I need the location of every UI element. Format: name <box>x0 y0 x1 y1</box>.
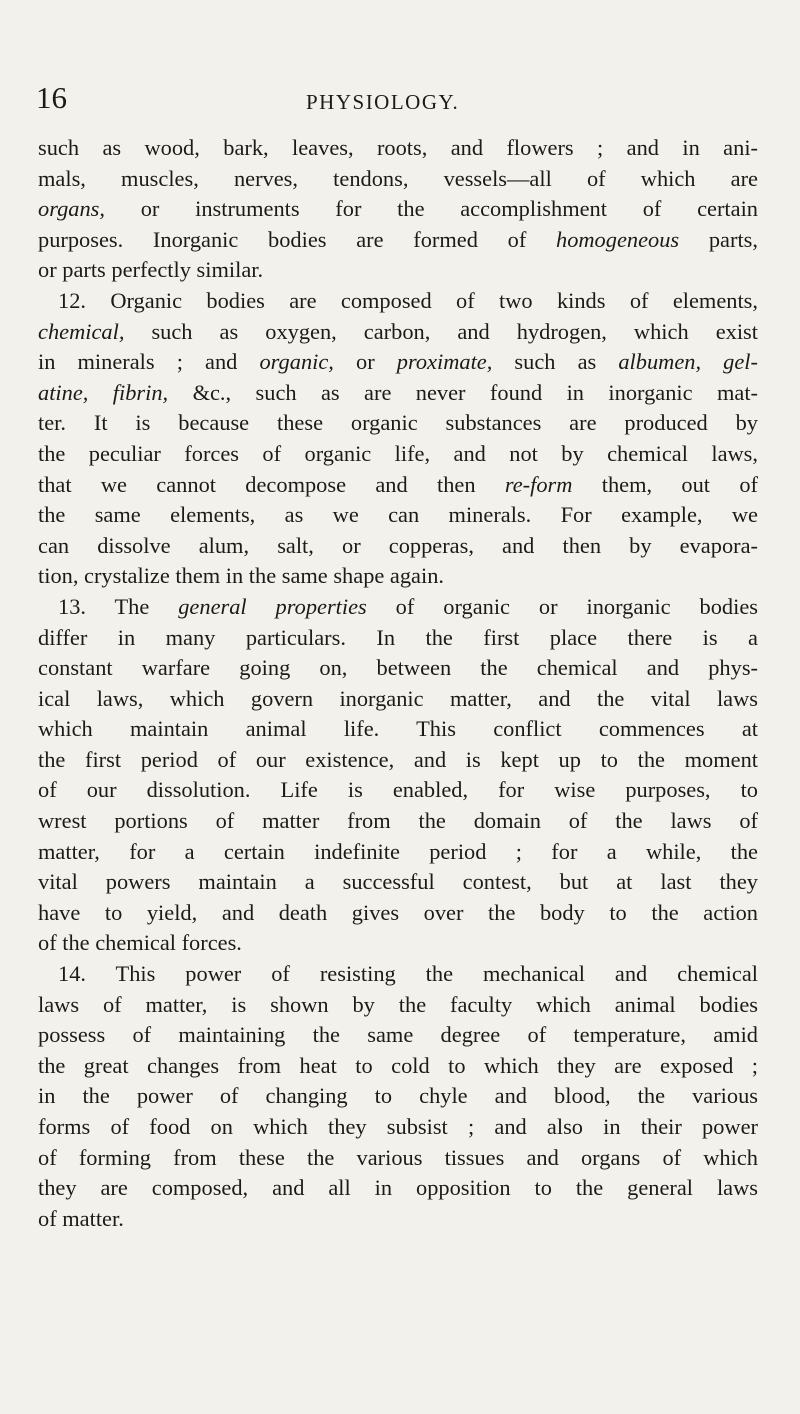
text-run: of the chemical forces. <box>38 930 242 956</box>
text-run: or instruments for the accomplishment of certain <box>104 196 758 222</box>
text-line <box>38 1173 758 1204</box>
body-text <box>38 133 758 1234</box>
text-run: matter, for a certain indefinite period ; for a while, the <box>38 838 758 864</box>
text-line <box>38 317 758 348</box>
italic-text: albumen, gel- <box>618 349 758 375</box>
text-run: ical laws, which govern inorganic matter, and the vital laws <box>38 685 758 711</box>
text-run: constant warfare going on, between the chemical and phys- <box>38 655 758 681</box>
text-line <box>38 470 758 501</box>
text-line <box>38 684 758 715</box>
text-line <box>38 745 758 776</box>
text-run: 14. This power of resisting the mechanical and chemical <box>58 961 758 987</box>
italic-text: atine, fibrin, <box>38 379 169 405</box>
text-run: ter. It is because these organic substances are produced by <box>38 410 758 436</box>
text-run: in minerals ; and <box>38 349 260 375</box>
italic-text: general properties <box>178 593 367 619</box>
text-run: can dissolve alum, salt, or copperas, and then by evapora- <box>38 532 758 558</box>
text-run: vital powers maintain a successful contest, but at last they <box>38 869 758 895</box>
italic-text: proximate, <box>396 349 493 375</box>
italic-text: chemical, <box>38 318 125 344</box>
text-line <box>38 714 758 745</box>
text-run: possess of maintaining the same degree of temperature, amid <box>38 1022 758 1048</box>
text-line <box>38 1112 758 1143</box>
italic-text: organic, <box>259 349 334 375</box>
page-header <box>36 80 766 120</box>
text-run: they are composed, and all in opposition to the general laws <box>38 1175 758 1201</box>
text-run: the first period of our existence, and is kept up to the moment <box>38 746 758 772</box>
text-run: in the power of changing to chyle and blood, the various <box>38 1083 758 1109</box>
text-run: purposes. Inorganic bodies are formed of <box>38 226 556 252</box>
text-line <box>38 1020 758 1051</box>
text-line <box>38 439 758 470</box>
text-run: tion, crystalize them in the same shape again. <box>38 563 445 589</box>
text-run: the peculiar forces of organic life, and not by chemical laws, <box>38 440 758 466</box>
text-run: of organic or inorganic bodies <box>366 593 758 619</box>
text-line <box>38 623 758 654</box>
text-line <box>38 990 758 1021</box>
text-run: wrest portions of matter from the domain of the laws of <box>38 808 758 834</box>
text-line <box>38 898 758 929</box>
text-run: of matter. <box>38 1205 124 1231</box>
text-line <box>38 867 758 898</box>
text-run: such as wood, bark, leaves, roots, and flowers ; and in ani- <box>38 135 758 160</box>
text-line <box>38 928 758 959</box>
text-run: laws of matter, is shown by the faculty which animal bodies <box>38 991 758 1017</box>
text-line <box>38 1143 758 1174</box>
text-run: or parts perfectly similar. <box>38 257 264 283</box>
text-line <box>38 408 758 439</box>
text-run: mals, muscles, nerves, tendons, vessels—all of which are <box>38 165 758 191</box>
text-line <box>38 1051 758 1082</box>
text-run: them, out of <box>572 471 758 497</box>
text-line <box>38 806 758 837</box>
text-line <box>38 837 758 868</box>
text-line <box>38 775 758 806</box>
text-line <box>38 164 758 195</box>
text-line <box>38 347 758 378</box>
italic-text: organs, <box>38 196 105 222</box>
text-line <box>38 225 758 256</box>
text-run: the same elements, as we can minerals. For example, we <box>38 502 758 528</box>
italic-text: homogeneous <box>556 226 680 252</box>
text-run: such as oxygen, carbon, and hydrogen, which exist <box>124 318 758 344</box>
text-line <box>38 255 758 286</box>
page-number: 16 <box>36 80 67 115</box>
text-line <box>38 592 758 623</box>
text-run: parts, <box>679 226 758 252</box>
text-run: such as <box>492 349 619 375</box>
text-line <box>38 133 758 164</box>
text-run: that we cannot decompose and then <box>38 471 505 497</box>
text-run: or <box>333 349 397 375</box>
text-run: the great changes from heat to cold to which they are exposed ; <box>38 1052 758 1078</box>
text-line <box>38 194 758 225</box>
text-line <box>38 531 758 562</box>
text-run: differ in many particulars. In the first place there is a <box>38 624 758 650</box>
text-run: of forming from these the various tissues and organs of which <box>38 1144 758 1170</box>
text-run: 12. Organic bodies are composed of two kinds of elements, <box>58 287 758 313</box>
running-head: PHYSIOLOGY. <box>306 90 460 114</box>
text-line <box>38 653 758 684</box>
text-line <box>38 286 758 317</box>
text-run: &c., such as are never found in inorganic mat- <box>168 379 758 405</box>
text-run: which maintain animal life. This conflict commences at <box>38 716 758 742</box>
text-line <box>38 1081 758 1112</box>
text-line <box>38 959 758 990</box>
text-line <box>38 1204 758 1235</box>
text-run: forms of food on which they subsist ; and also in their power <box>38 1114 758 1139</box>
italic-text: re-form <box>504 471 573 497</box>
text-line <box>38 561 758 592</box>
text-run: 13. The <box>58 593 179 619</box>
text-line <box>38 378 758 409</box>
text-run: have to yield, and death gives over the body to the action <box>38 899 758 925</box>
text-line <box>38 500 758 531</box>
text-run: of our dissolution. Life is enabled, for wise purposes, to <box>38 777 758 803</box>
